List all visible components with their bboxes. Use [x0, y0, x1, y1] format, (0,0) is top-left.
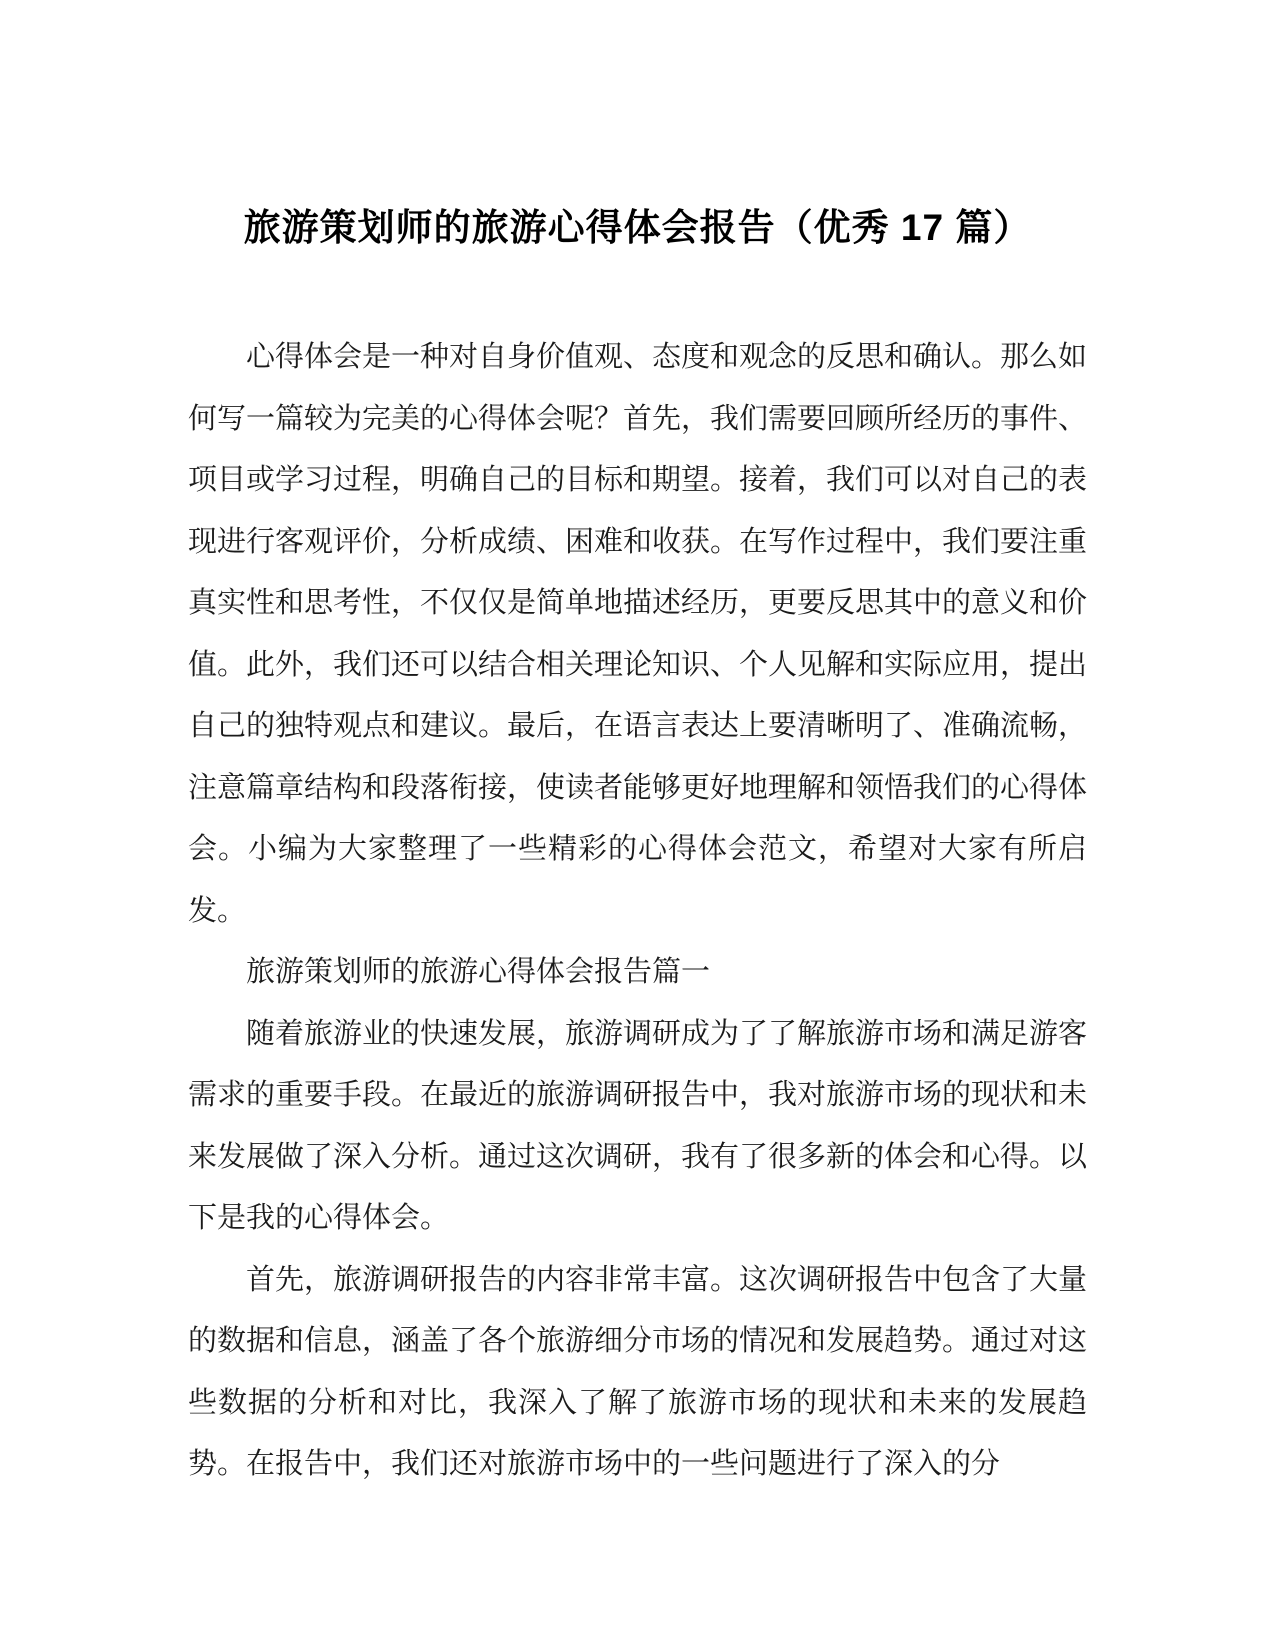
page-title: 旅游策划师的旅游心得体会报告（优秀 17 篇） [243, 207, 1032, 248]
document-body [188, 327, 1087, 1496]
intro-paragraph: 心得体会是一种对自身价值观、态度和观念的反思和确认。那么如何写一篇较为完美的心得体会呢？首先，我们需要回顾所经历的事件、项目或学习过程，明确自己的目标和期望。接着，我们可以对自己的表现进行客观评价，分析成绩、困难和收获。在写作过程中，我们要注重真实性和思考性，不仅仅是简单地描述经历，更要反思其中的意义和价值。此外，我们还可以结合相关理论知识、个人见解和实际应用，提出自己的独特观点和建议。最后，在语言表达上要清晰明了、准确流畅，注意篇章结构和段落衔接，使读者能够更好地理解和领悟我们的心得体会。小编为大家整理了一些精彩的心得体会范文，希望对大家有所启发。 [188, 341, 1088, 927]
body-paragraph-truncated: 首先，旅游调研报告的内容非常丰富。这次调研报告中包含了大量的数据和信息，涵盖了各个旅游细分市场的情况和发展趋势。通过对这些数据的分析和对比，我深入了解了旅游市场的现状和未来的发展趋势。在报告中，我们还对旅游市场中的一些问题进行了深入的分 [188, 1263, 1088, 1480]
body-paragraph: 随着旅游业的快速发展，旅游调研成为了了解旅游市场和满足游客需求的重要手段。在最近的旅游调研报告中，我对旅游市场的现状和未来发展做了深入分析。通过这次调研，我有了很多新的体会和心得。以下是我的心得体会。 [188, 1017, 1088, 1234]
section-heading: 旅游策划师的旅游心得体会报告篇一 [246, 956, 711, 988]
